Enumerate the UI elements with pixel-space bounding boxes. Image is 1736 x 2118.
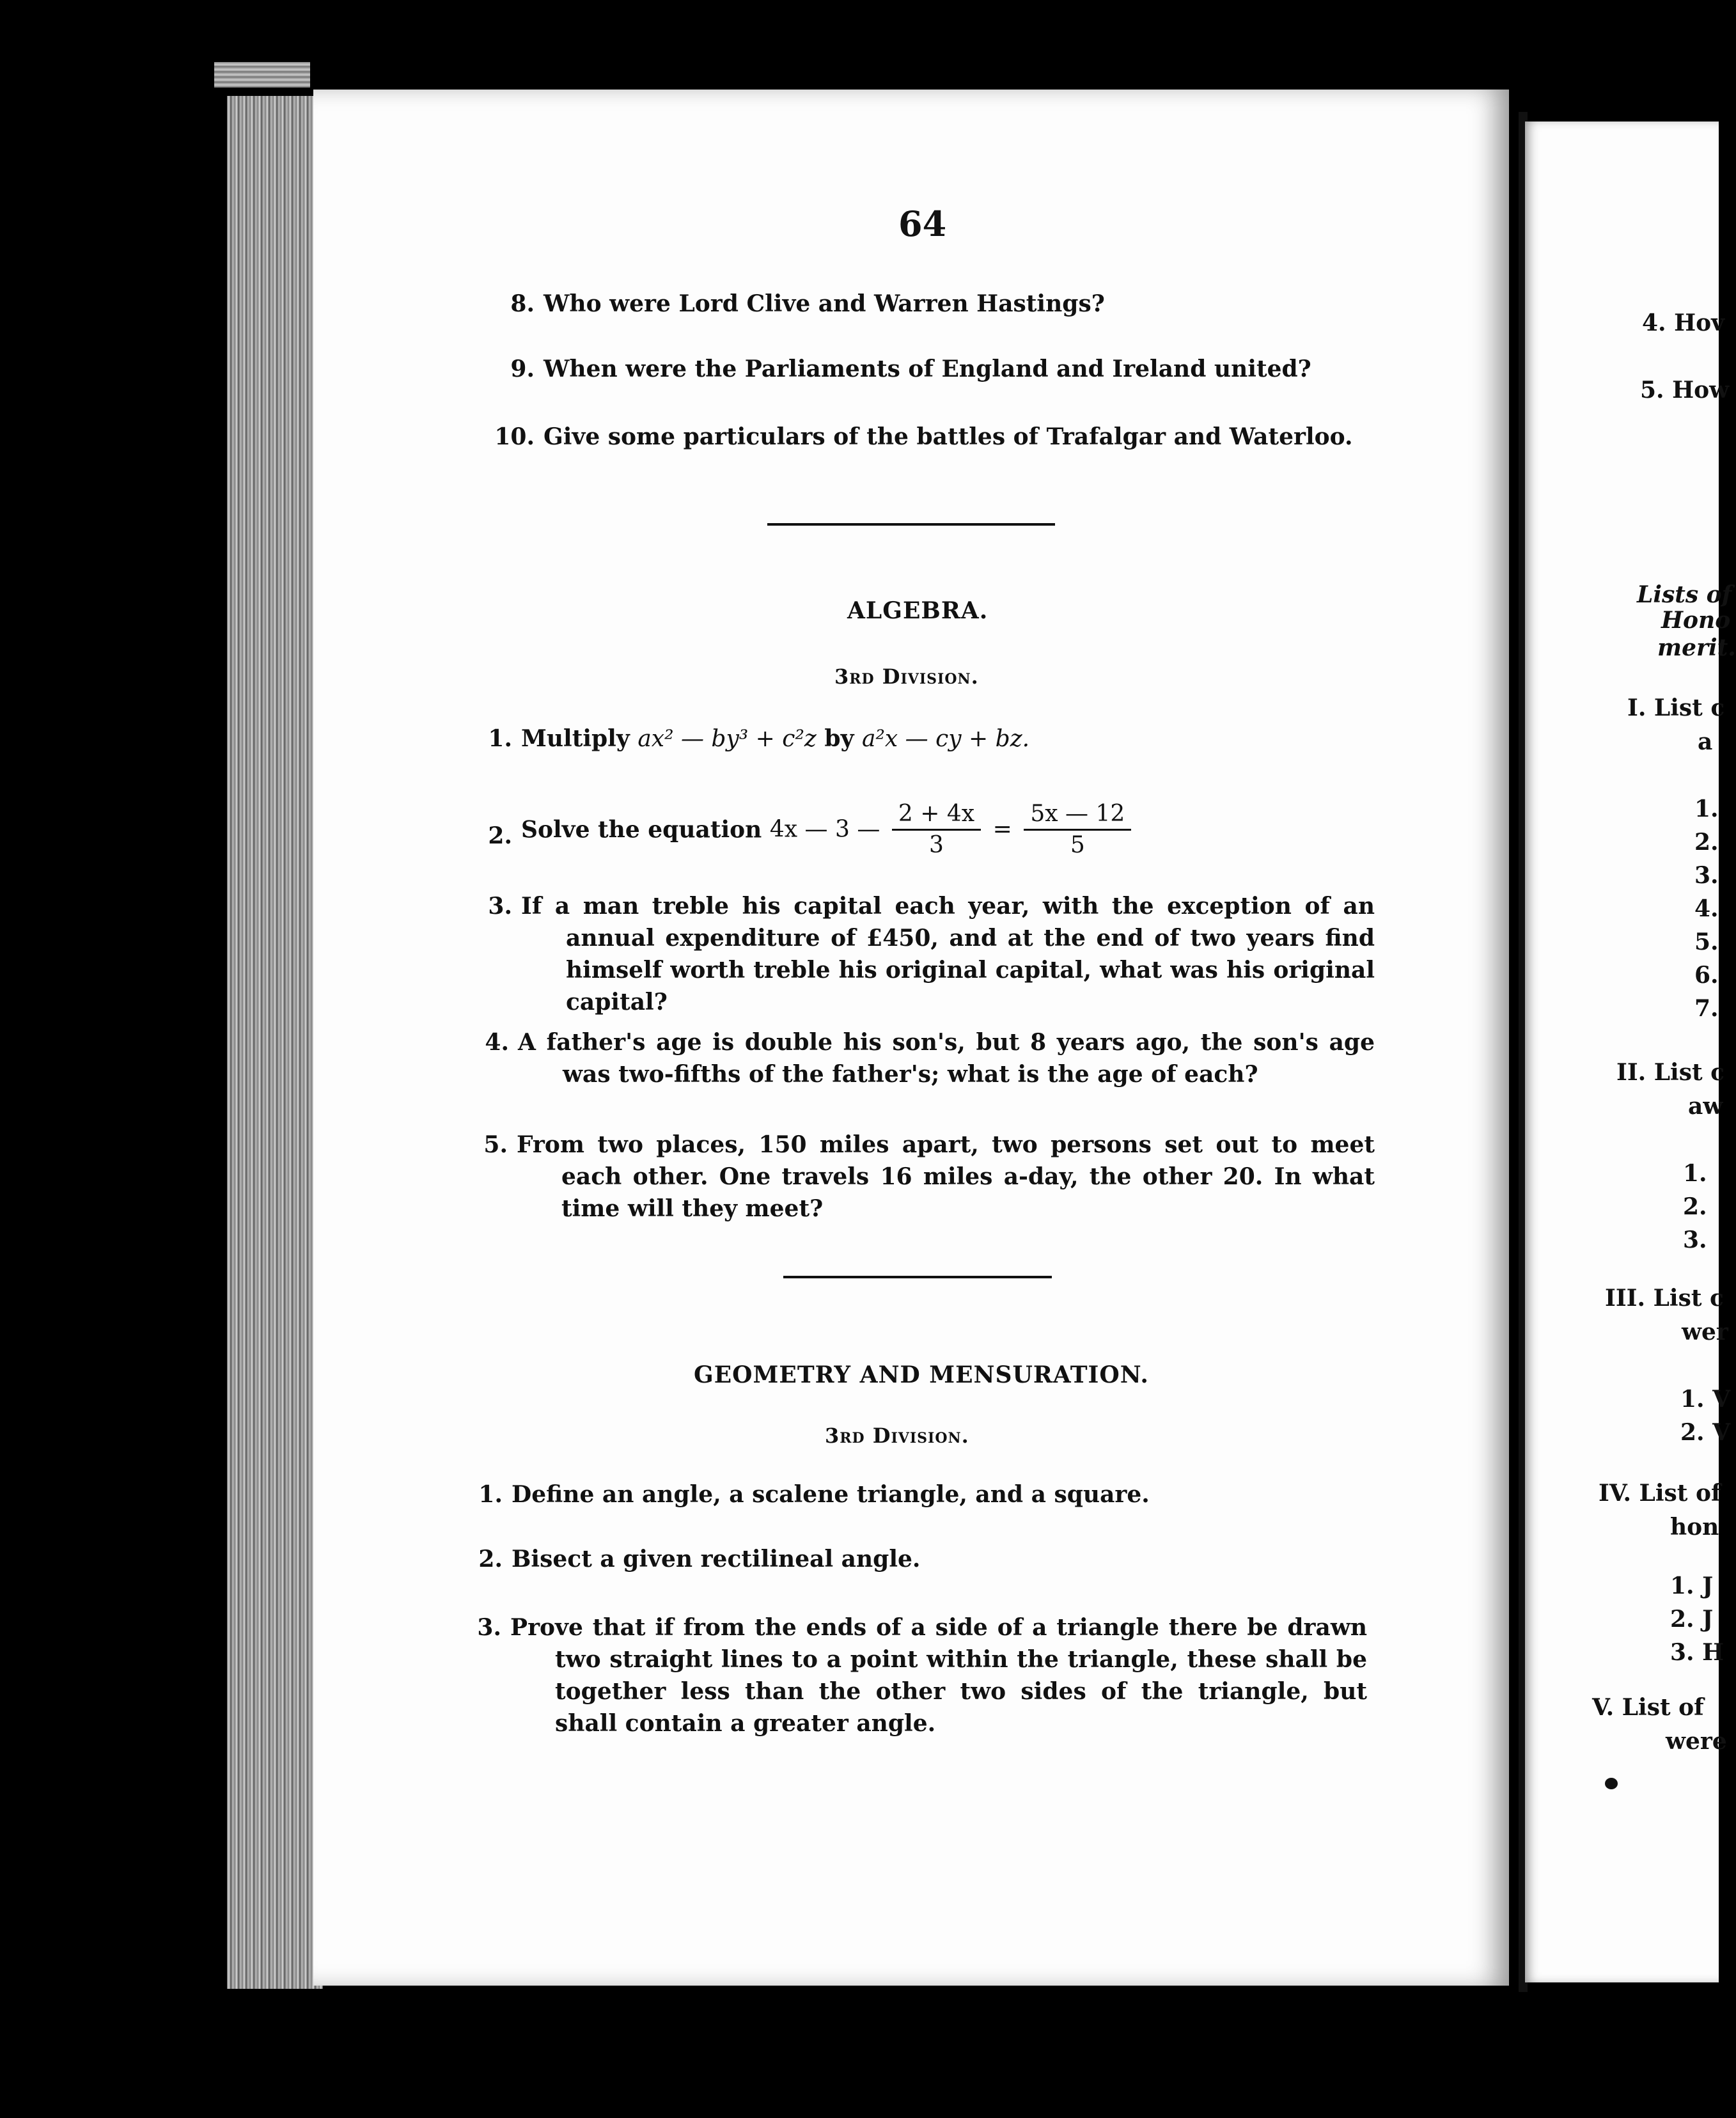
fraction [1024, 799, 1131, 860]
right-page-list-3-num-2: 2. V [1680, 1419, 1731, 1446]
question-text: Give some particulars of the battles of Trafalgar and Waterloo. [543, 423, 1353, 450]
algebra-division: 3rd Division. [834, 664, 979, 689]
right-page-list-1-cont: a [1698, 728, 1713, 755]
question-number: 9. [510, 356, 535, 382]
right-page-lists-heading-3: merit. [1657, 634, 1736, 661]
question-number: 1. [488, 725, 512, 752]
question-number: 3. [488, 893, 512, 920]
geometry-question-3: Prove that if from the ends of a side of a triangle there be drawn two straight lines to a point within the triangle, these shall be together less than the other two sides of the triangle, but shall contain a greater angle. [510, 1614, 1367, 1737]
right-page-list-1-num-2: 2. [1694, 829, 1719, 856]
algebra-question-2 [488, 799, 1135, 860]
right-page-list-3-num-1: 1. V [1680, 1386, 1731, 1413]
right-page-list-1-num-4: 4. [1694, 895, 1719, 922]
geometry-question-1 [478, 1479, 1150, 1510]
algebra-question-4: A father's age is double his son's, but 8 years ago, the son's age was two-fifths of the father's; what is the age of each? [518, 1029, 1375, 1088]
fraction-numerator: 2 + 4x [892, 799, 981, 831]
right-page-list-2-num-1: 1. [1683, 1160, 1707, 1187]
page-number: 64 [898, 203, 947, 244]
geometry-division: 3rd Division. [825, 1424, 969, 1448]
geometry-question-2 [478, 1543, 921, 1575]
question-text: When were the Parliaments of England and Ireland united? [543, 356, 1311, 382]
right-page-list-4-num-2: 2. J [1670, 1606, 1714, 1633]
question-number: 2. [488, 822, 512, 849]
question-text: Who were Lord Clive and Warren Hastings? [543, 290, 1105, 317]
question-number: 8. [510, 290, 535, 317]
question-text: by [824, 725, 854, 752]
section-divider [783, 1276, 1052, 1278]
right-page-lists-heading-2: Hono [1661, 607, 1731, 634]
right-page-list-5-cont: were [1666, 1728, 1727, 1755]
algebra-heading: ALGEBRA. [847, 597, 989, 624]
right-page-list-4-num-1: 1. J [1670, 1573, 1714, 1599]
ink-spot [1605, 1778, 1618, 1789]
right-page-list-3-cont: wer [1682, 1319, 1728, 1345]
right-page-list-1-title: I. List c [1627, 694, 1725, 721]
right-page-list-2-cont: aw [1688, 1093, 1723, 1120]
algebra-question-5: From two places, 150 miles apart, two persons set out to meet each other. One travels 16 miles a-day, the other 20. In what time will they meet? [517, 1131, 1375, 1222]
math-expression: a²x — cy + bz. [862, 726, 1030, 752]
right-page-list-1-num-5: 5. [1694, 929, 1719, 955]
book-page-edges [227, 96, 323, 1989]
question-number: 3. [477, 1614, 501, 1641]
question-number: 2. [478, 1546, 503, 1573]
right-page-list-2-num-3: 3. [1683, 1227, 1707, 1253]
history-question-8 [510, 288, 1105, 320]
math-expression: 4x — 3 — [769, 816, 880, 843]
question-text: Define an angle, a scalene triangle, and a square. [512, 1481, 1150, 1508]
right-page-list-4-title: IV. List of [1599, 1480, 1721, 1507]
right-page-list-2-title: II. List c [1616, 1059, 1725, 1086]
right-page-list-1-num-6: 6. [1694, 962, 1719, 989]
history-question-9 [510, 353, 1311, 385]
question-number: 1. [478, 1481, 503, 1508]
algebra-question-3: If a man treble his capital each year, with the exception of an annual expenditure of £450, and at the end of two years find himself worth treble his original capital, what was his original capital? [521, 893, 1375, 1016]
math-expression: ax² — by³ + c²z [637, 726, 817, 752]
section-divider [767, 523, 1055, 526]
book-top-edge [214, 62, 310, 88]
question-number: 5. [483, 1131, 508, 1158]
algebra-question-1 [488, 723, 1030, 755]
right-page-list-2-num-2: 2. [1683, 1193, 1707, 1220]
right-page-list-1-num-3: 3. [1694, 862, 1719, 889]
right-page-list-5-title: V. List of [1592, 1694, 1704, 1721]
right-page-lists-heading-1: Lists of [1637, 581, 1732, 608]
question-text: Multiply [521, 725, 630, 752]
geometry-heading: GEOMETRY AND MENSURATION. [694, 1361, 1149, 1388]
history-question-10 [494, 421, 1353, 453]
question-number: 10. [494, 423, 535, 450]
right-page-list-1-num-7: 7. [1694, 995, 1719, 1022]
fraction-denominator: 3 [929, 832, 944, 858]
fraction-denominator: 5 [1070, 832, 1085, 858]
equals-sign: = [992, 816, 1012, 843]
right-page-question-5: 5. How [1640, 377, 1730, 404]
right-page-list-4-cont: hon [1670, 1514, 1719, 1541]
question-number: 4. [485, 1029, 509, 1056]
right-page-list-1-num-1: 1. [1694, 796, 1719, 822]
fraction-numerator: 5x — 12 [1024, 799, 1131, 831]
right-page-list-3-title: III. List c [1605, 1285, 1724, 1312]
question-text: Bisect a given rectilineal angle. [512, 1546, 921, 1573]
question-text: Solve the equation [521, 816, 762, 843]
right-page-question-4: 4. Hov [1642, 310, 1725, 336]
fraction [892, 799, 981, 860]
right-page-list-4-num-3: 3. H [1670, 1639, 1724, 1666]
